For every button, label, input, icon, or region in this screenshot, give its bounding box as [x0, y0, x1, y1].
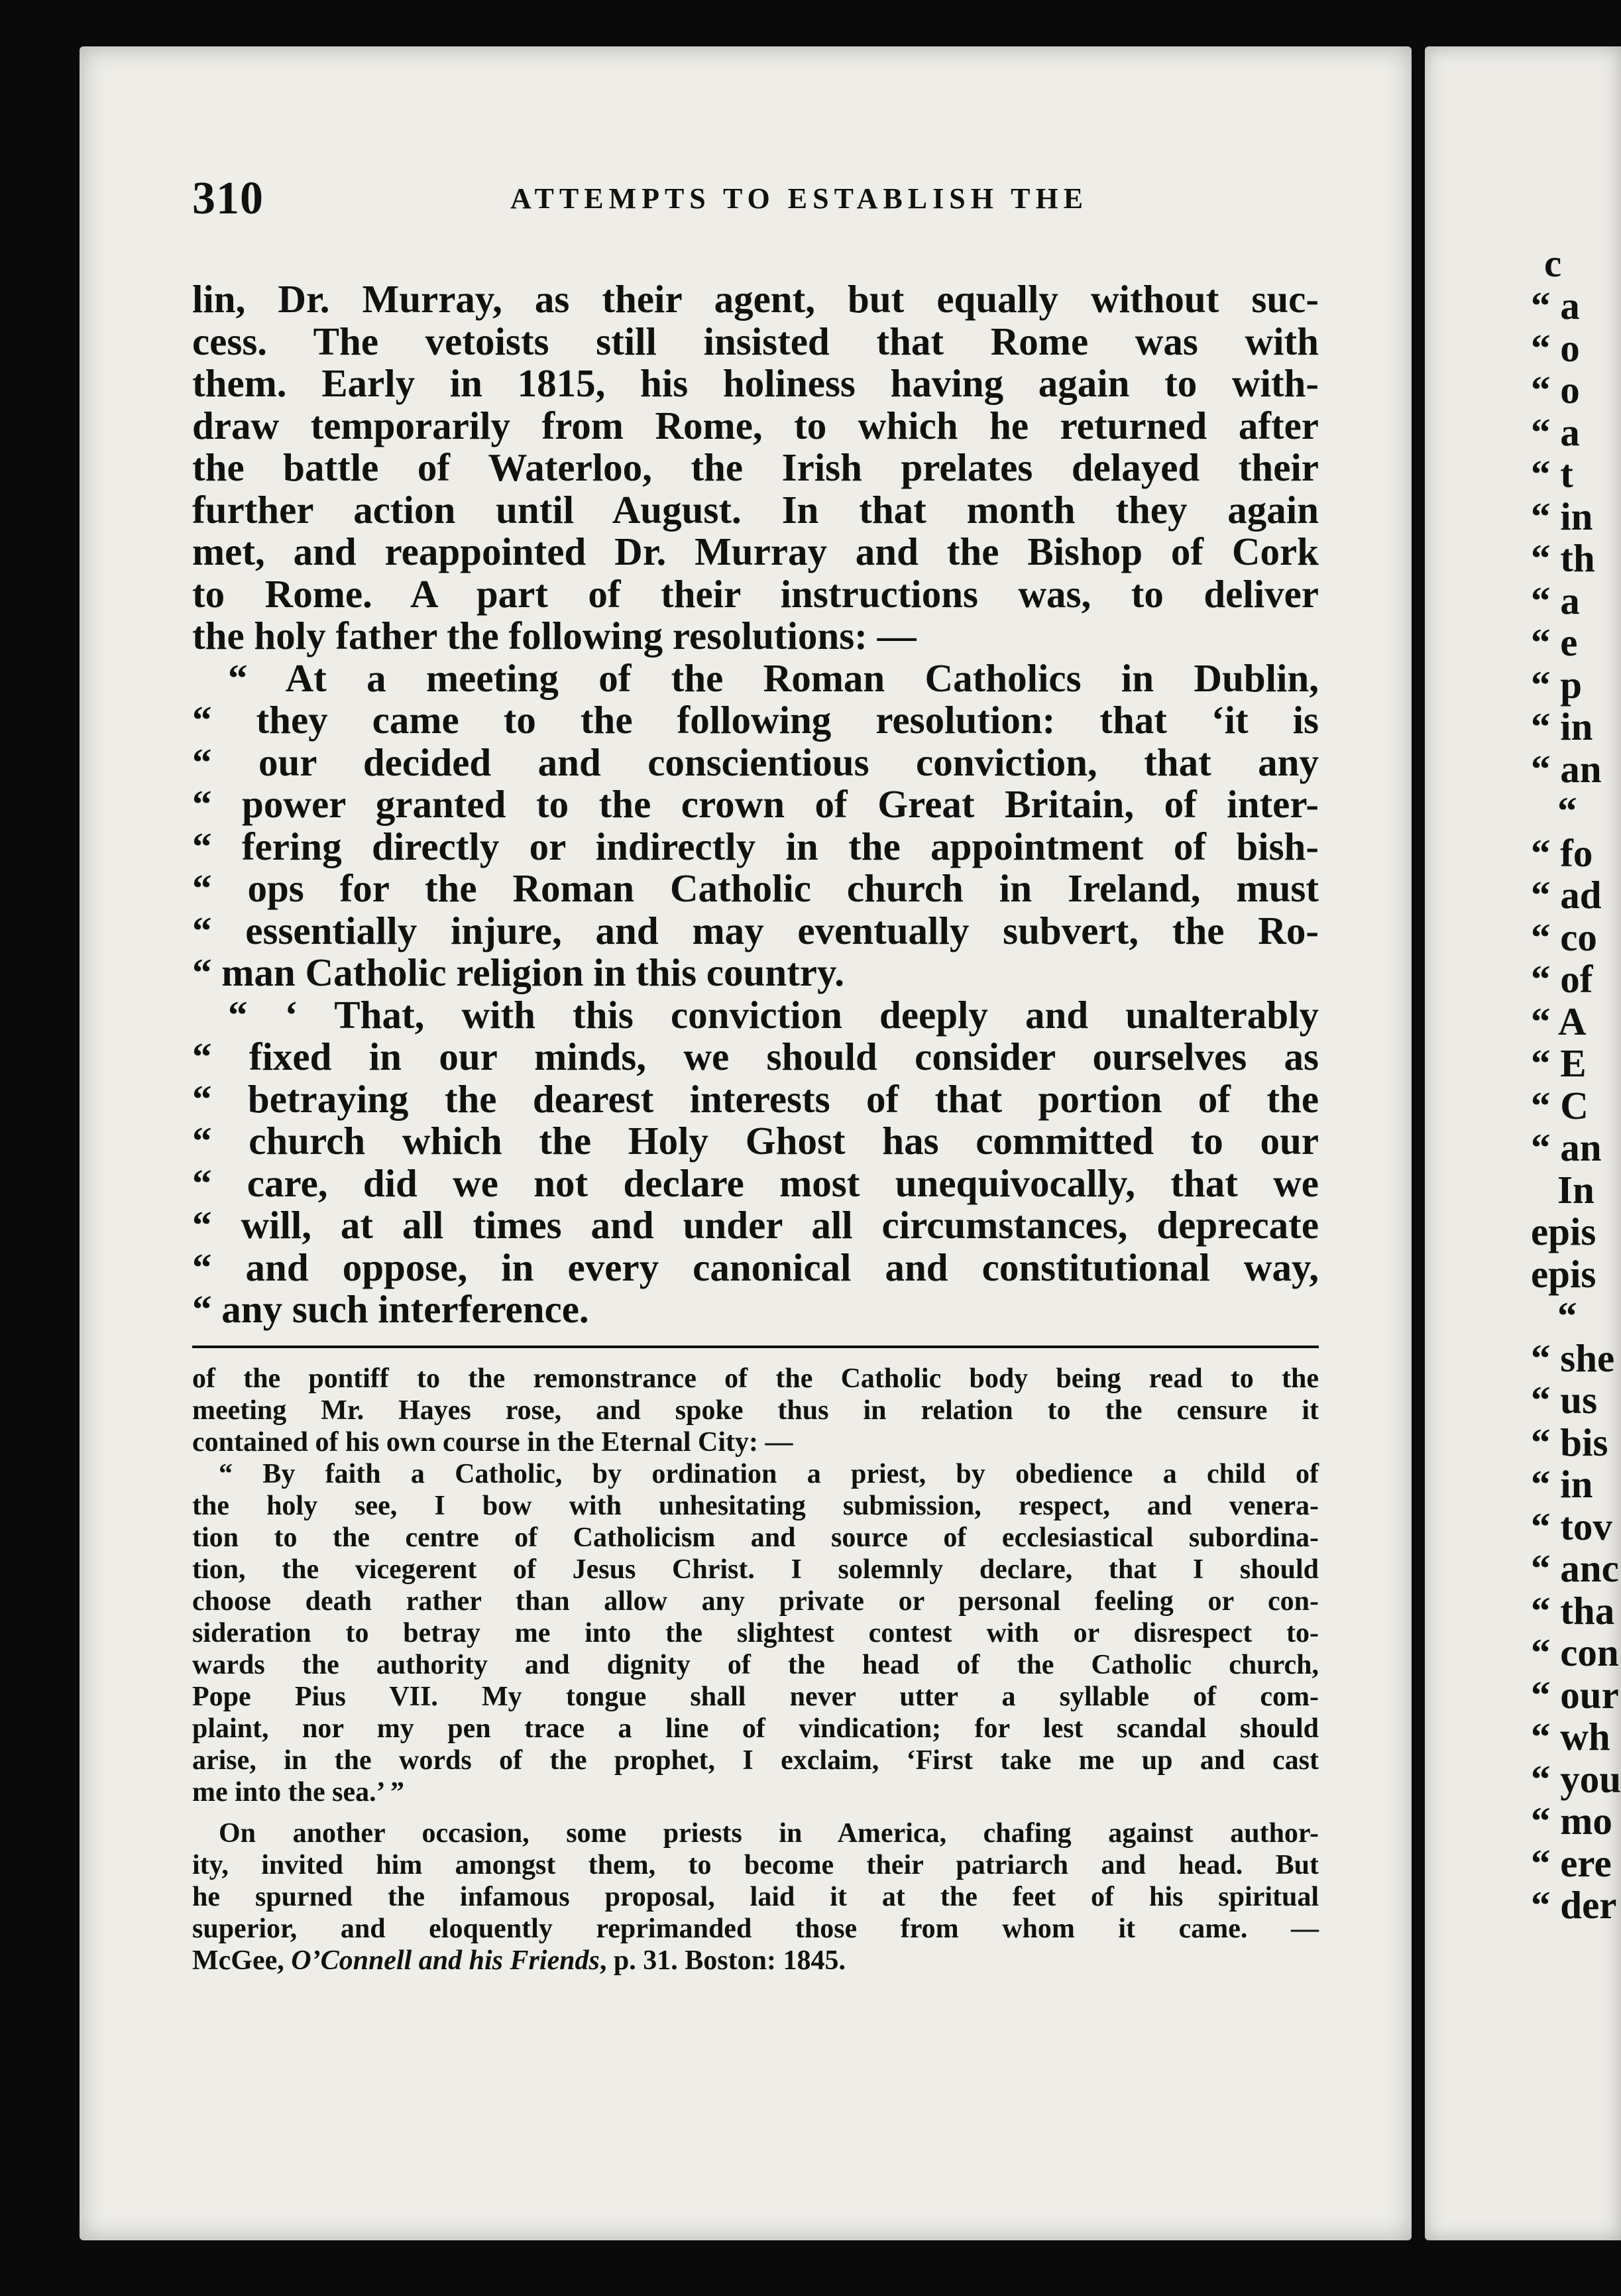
right-fragment: epis — [1531, 1210, 1596, 1253]
right-fragment: “ in — [1531, 494, 1593, 538]
citation-author: McGee, — [192, 1945, 292, 1976]
right-fragment: “ fo — [1531, 831, 1593, 875]
right-fragment: “ — [1557, 789, 1577, 832]
right-fragment: “ con — [1531, 1631, 1619, 1674]
right-fragment: “ of — [1531, 957, 1593, 1001]
right-fragment: In — [1557, 1167, 1594, 1212]
right-fragment: “ a — [1531, 284, 1580, 327]
body-line: “ power granted to the crown of Great Britain, of inter- — [192, 782, 1319, 826]
right-fragment: “ a — [1531, 578, 1580, 622]
body-line: “ betraying the dearest interests of that portion of the — [192, 1076, 1319, 1121]
right-fragment: “ bis — [1531, 1420, 1608, 1464]
body-line: “ church which the Holy Ghost has committed to our — [192, 1119, 1319, 1163]
right-fragment: “ in — [1531, 705, 1593, 748]
body-line: draw temporarily from Rome, to which he returned after — [192, 403, 1319, 447]
body-line: cess. The vetoists still insisted that Rome was with — [192, 319, 1319, 363]
footnote-line: sideration to betray me into the slightest contest with or disrespect to- — [192, 1618, 1319, 1648]
footnote-line: tion to the centre of Catholicism and source of ecclesiastical subordina- — [192, 1522, 1319, 1553]
right-fragment: “ anc — [1531, 1546, 1619, 1590]
page-header — [192, 172, 1319, 232]
running-head: ATTEMPTS TO ESTABLISH THE — [510, 182, 1089, 215]
right-fragment: “ wh — [1531, 1715, 1610, 1758]
body-line: “ fixed in our minds, we should consider ourselves as — [192, 1035, 1319, 1078]
body-line: “ care, did we not declare most unequivocally, that we — [192, 1161, 1319, 1205]
right-fragment: “ co — [1531, 915, 1597, 959]
footnote-citation-line — [192, 1945, 1319, 1977]
right-fragment: “ in — [1531, 1462, 1593, 1506]
right-fragment: “ tha — [1531, 1588, 1615, 1633]
body-line: “ At a meeting of the Roman Catholics in Dublin, — [228, 656, 1319, 700]
right-fragment: “ p — [1531, 662, 1583, 707]
footnote-line: choose death rather than allow any private or personal feeling or con- — [192, 1586, 1319, 1617]
right-fragment: “ an — [1531, 746, 1602, 791]
body-line: “ fering directly or indirectly in the appointment of bish- — [192, 824, 1319, 868]
right-fragment: “ — [1557, 1294, 1577, 1338]
footnote-line: of the pontiff to the remonstrance of the Catholic body being read to the — [192, 1363, 1319, 1394]
page-number: 310 — [192, 173, 264, 224]
footnote-line: On another occasion, some priests in America, chafing against author- — [219, 1818, 1319, 1849]
right-fragment: “ she — [1531, 1336, 1615, 1380]
body-line: lin, Dr. Murray, as their agent, but equally without suc- — [192, 277, 1319, 321]
right-fragment: “ e — [1531, 620, 1578, 664]
citation-details: , p. 31. Boston: 1845. — [599, 1945, 846, 1976]
right-page-fragments — [1531, 241, 1621, 1927]
footnote-line: he spurned the infamous proposal, laid it at the feet of his spiritual — [192, 1882, 1319, 1912]
right-fragment: “ th — [1531, 536, 1595, 580]
body-line: them. Early in 1815, his holiness having again to with- — [192, 361, 1319, 405]
body-line: “ will, at all times and under all circumstances, deprecate — [192, 1203, 1319, 1247]
footnote-line: meeting Mr. Hayes rose, and spoke thus in relation to the censure it — [192, 1395, 1319, 1426]
right-fragment: “ our — [1531, 1672, 1619, 1717]
right-fragment: “ us — [1531, 1378, 1598, 1422]
body-text — [192, 278, 1319, 1331]
citation-title: O’Connell and his Friends — [291, 1945, 600, 1976]
footnote-line: superior, and eloquently reprimanded those from whom it came. — — [192, 1914, 1319, 1944]
right-fragment: “ you — [1531, 1756, 1621, 1801]
right-fragment: “ a — [1531, 410, 1580, 454]
right-fragment: “ an — [1531, 1125, 1602, 1169]
footnote-line: contained of his own course in the Eternal City: — — [192, 1427, 793, 1458]
right-fragment: “ ad — [1531, 873, 1602, 917]
right-fragment: “ mo — [1531, 1799, 1612, 1843]
body-line: “ our decided and conscientious conviction, that any — [192, 740, 1319, 784]
body-line: further action until August. In that month they again — [192, 487, 1319, 532]
body-line: the holy father the following resolutions: — — [192, 614, 917, 658]
footnote-line: the holy see, I bow with unhesitating submission, respect, and venera- — [192, 1491, 1319, 1521]
body-line: “ and oppose, in every canonical and constitutional way, — [192, 1245, 1319, 1289]
footnote-rule — [192, 1346, 1319, 1348]
right-fragment: “ E — [1531, 1041, 1587, 1085]
right-fragment: “ ere — [1531, 1841, 1612, 1885]
body-line: “ ‘ That, with this conviction deeply and unalterably — [228, 992, 1319, 1037]
footnote-line: plaint, nor my pen trace a line of vindication; for lest scandal should — [192, 1713, 1319, 1744]
body-line: “ man Catholic religion in this country. — [192, 950, 844, 994]
footnote-line: me into the sea.’ ” — [192, 1777, 404, 1808]
footnote-line: “ By faith a Catholic, by ordination a priest, by obedience a child of — [219, 1459, 1319, 1489]
right-fragment: “ tov — [1531, 1504, 1612, 1548]
footnote-line: arise, in the words of the prophet, I exclaim, ‘First take me up and cast — [192, 1745, 1319, 1776]
right-fragment: “ o — [1531, 325, 1580, 370]
body-line: “ they came to the following resolution: that ‘it is — [192, 698, 1319, 742]
footnote-line: tion, the vicegerent of Jesus Christ. I solemnly declare, that I should — [192, 1554, 1319, 1585]
footnote — [192, 1363, 1319, 1977]
right-fragment: “ o — [1531, 368, 1580, 412]
right-fragment: “ C — [1531, 1083, 1589, 1127]
right-fragment: “ A — [1531, 999, 1587, 1043]
footnote-line: Pope Pius VII. My tongue shall never utter a syllable of com- — [192, 1682, 1319, 1712]
body-line: the battle of Waterloo, the Irish prelates delayed their — [192, 445, 1319, 489]
footnote-line: ity, invited him amongst them, to become their patriarch and head. But — [192, 1850, 1319, 1880]
footnote-line: wards the authority and dignity of the head of the Catholic church, — [192, 1650, 1319, 1680]
right-fragment: “ t — [1531, 452, 1573, 496]
right-fragment: “ der — [1531, 1883, 1617, 1927]
body-line: “ essentially injure, and may eventually subvert, the Ro- — [192, 908, 1319, 952]
body-line: met, and reappointed Dr. Murray and the Bishop of Cork — [192, 530, 1319, 573]
body-line: “ any such interference. — [192, 1287, 589, 1331]
right-fragment: epis — [1531, 1251, 1596, 1296]
right-fragment: c — [1544, 241, 1562, 285]
body-line: “ ops for the Roman Catholic church in Ireland, must — [192, 866, 1319, 910]
body-line: to Rome. A part of their instructions was, to deliver — [192, 571, 1319, 616]
